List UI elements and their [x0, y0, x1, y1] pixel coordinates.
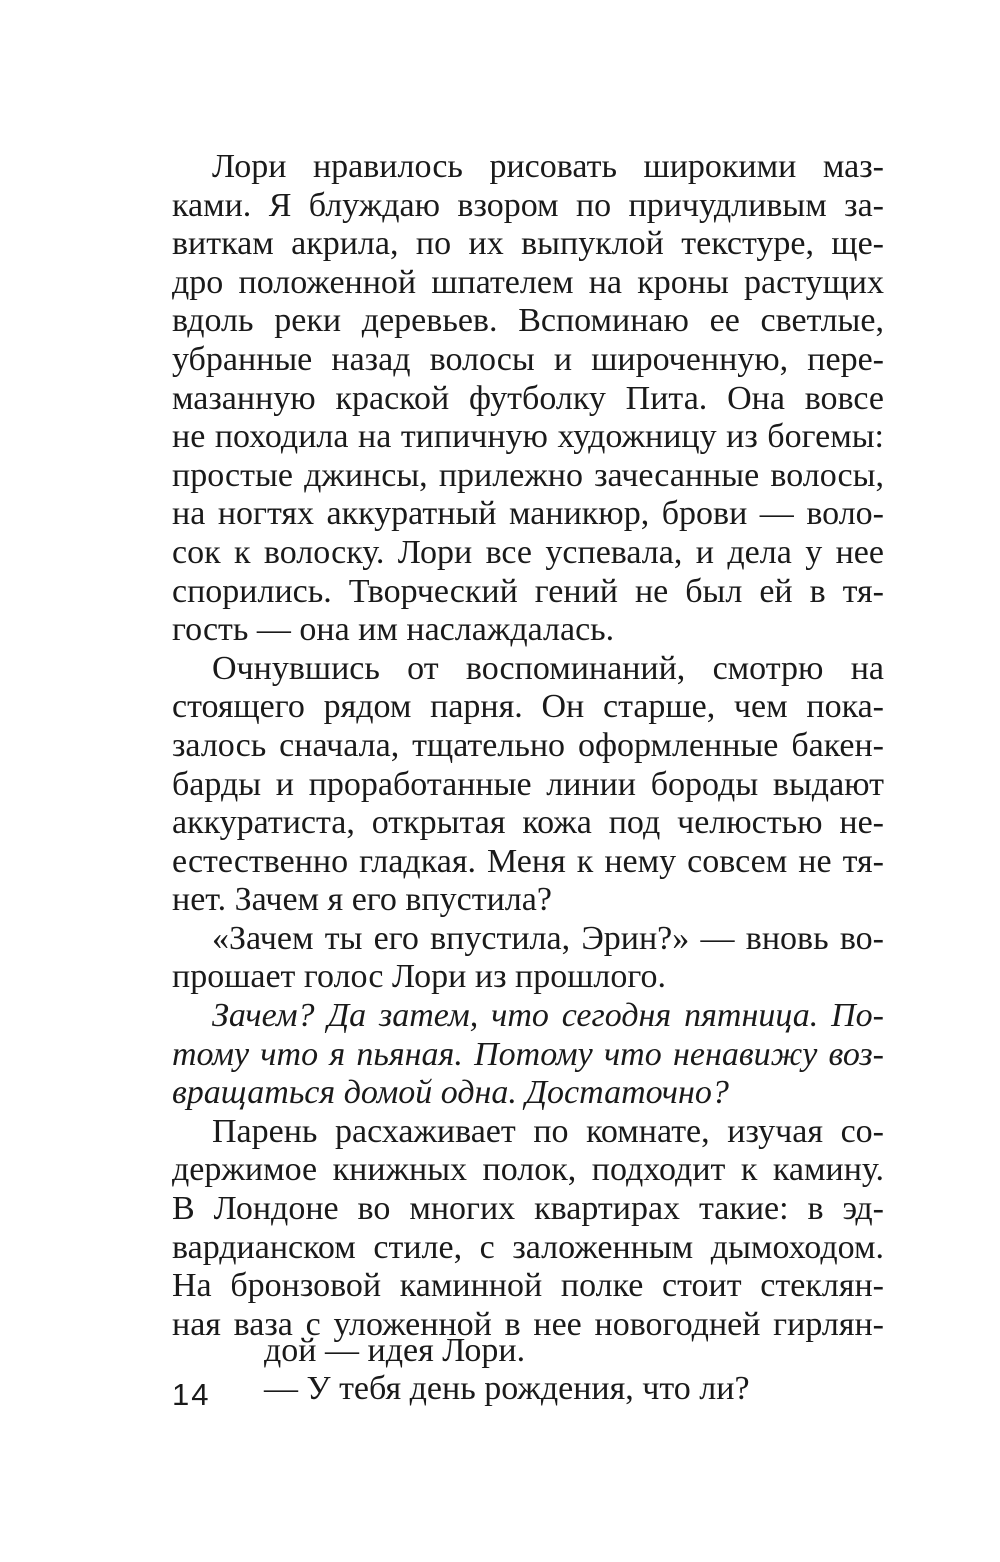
text-line: аккуратиста, открытая кожа под челюстью не-	[172, 804, 884, 842]
text-line: виткам акрила, по их выпуклой текстуре, ще-	[172, 225, 884, 263]
text-line: Парень расхаживает по комнате, изучая со-	[212, 1112, 884, 1150]
text-line: гость — она им наслаждалась.	[172, 611, 615, 649]
text-line: Очнувшись от воспоминаний, смотрю на	[212, 649, 884, 687]
text-line: спорились. Творческий гений не был ей в тя-	[172, 572, 884, 610]
page-number: 14	[172, 1377, 211, 1412]
text-line: Лори нравилось рисовать широкими маз-	[212, 148, 884, 185]
text-line: не походила на типичную художницу из богемы:	[172, 418, 884, 456]
text-line: простые джинсы, прилежно зачесанные волосы,	[172, 456, 884, 494]
text-line: мазанную краской футболку Пита. Она вовсе	[172, 379, 884, 417]
text-line: «Зачем ты его впустила, Эрин?» — вновь во-	[212, 919, 884, 957]
text-line: В Лондоне во многих квартирах такие: в эд-	[172, 1190, 884, 1228]
text-line: держимое книжных полок, подходит к камину.	[172, 1151, 884, 1189]
paragraph-tail-line: дой — идея Лори.	[264, 1332, 526, 1369]
text-line: сок к волоску. Лори все успевала, и дела у нее	[172, 533, 884, 571]
dialogue-line: — У тебя день рождения, что ли?	[264, 1370, 750, 1407]
text-line: На бронзовой каминной полке стоит стеклян-	[172, 1267, 884, 1305]
text-line: вдоль реки деревьев. Вспоминаю ее светлые,	[172, 302, 884, 340]
text-line: убранные назад волосы и широченную, пере-	[172, 340, 884, 378]
text-line: вардианском стиле, с заложенным дымоходом.	[172, 1228, 884, 1266]
text-line: барды и проработанные линии бороды выдают	[172, 765, 884, 803]
text-line-italic: Зачем? Да затем, что сегодня пятница. По-	[212, 997, 884, 1035]
text-line: дро положенной шпателем на кроны растущих	[172, 263, 884, 301]
text-line: залось сначала, тщательно оформленные бакен-	[172, 726, 884, 764]
text-line: ками. Я блуждаю взором по причудливым за-	[172, 186, 884, 224]
text-line: стоящего рядом парня. Он старше, чем пока-	[172, 688, 884, 726]
text-line: естественно гладкая. Меня к нему совсем не тя-	[172, 842, 884, 880]
body-text	[172, 148, 884, 1344]
text-line-italic: тому что я пьяная. Потому что ненавижу воз-	[172, 1035, 884, 1073]
text-line: прошает голос Лори из прошлого.	[172, 958, 666, 996]
text-line: нет. Зачем я его впустила?	[172, 881, 552, 919]
text-line: ная ваза с уложенной в нее новогодней гирлян-	[172, 1305, 884, 1343]
text-line-italic: вращаться домой одна. Достаточно?	[172, 1074, 729, 1112]
text-line: на ногтях аккуратный маникюр, брови — воло-	[172, 495, 884, 533]
